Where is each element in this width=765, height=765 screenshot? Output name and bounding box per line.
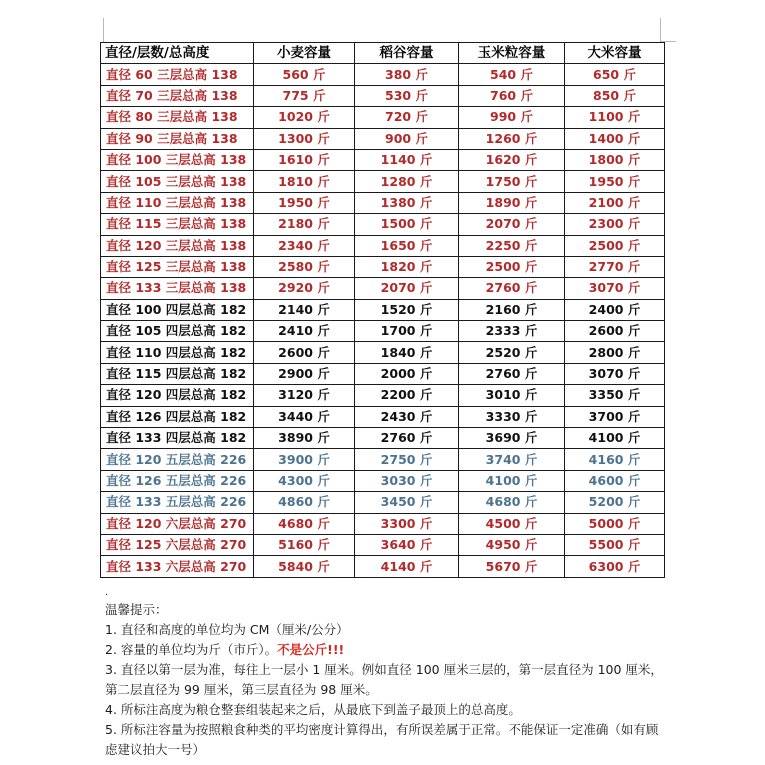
cell-rice-paddy: 2200 斤 — [355, 385, 459, 406]
cell-corn: 4500 斤 — [459, 513, 565, 534]
note-item-2-text: 2. 容量的单位均为斤（市斤）。 — [105, 642, 278, 657]
cell-corn: 1620 斤 — [459, 149, 565, 170]
cell-rice: 3700 斤 — [565, 406, 665, 427]
header-rice-paddy: 稻谷容量 — [355, 43, 459, 64]
cell-rice: 3070 斤 — [565, 363, 665, 384]
table-row — [101, 256, 665, 277]
cell-corn: 1750 斤 — [459, 171, 565, 192]
cell-rice-paddy: 1140 斤 — [355, 149, 459, 170]
cell-wheat: 1300 斤 — [254, 128, 355, 149]
cell-size: 直径 80 三层总高 138 — [101, 107, 254, 128]
cell-wheat: 2180 斤 — [254, 214, 355, 235]
cell-corn: 760 斤 — [459, 85, 565, 106]
cell-rice: 2600 斤 — [565, 321, 665, 342]
cell-corn: 2760 斤 — [459, 363, 565, 384]
cell-wheat: 2920 斤 — [254, 278, 355, 299]
cell-size: 直径 120 三层总高 138 — [101, 235, 254, 256]
cell-rice-paddy: 1520 斤 — [355, 299, 459, 320]
cell-rice: 5500 斤 — [565, 534, 665, 555]
cell-size: 直径 120 六层总高 270 — [101, 513, 254, 534]
cell-rice-paddy: 1380 斤 — [355, 192, 459, 213]
cell-rice: 3070 斤 — [565, 278, 665, 299]
cell-size: 直径 133 五层总高 226 — [101, 492, 254, 513]
cell-rice-paddy: 2000 斤 — [355, 363, 459, 384]
cell-size: 直径 126 四层总高 182 — [101, 406, 254, 427]
cell-rice-paddy: 900 斤 — [355, 128, 459, 149]
cell-rice: 2800 斤 — [565, 342, 665, 363]
cell-size: 直径 133 六层总高 270 — [101, 556, 254, 577]
cell-wheat: 2140 斤 — [254, 299, 355, 320]
cell-corn: 4100 斤 — [459, 470, 565, 491]
cell-corn: 540 斤 — [459, 64, 565, 85]
cell-rice-paddy: 530 斤 — [355, 85, 459, 106]
cell-rice-paddy: 2750 斤 — [355, 449, 459, 470]
cell-rice: 3350 斤 — [565, 385, 665, 406]
table-row — [101, 128, 665, 149]
notes-dot: . — [105, 587, 109, 598]
cell-rice-paddy: 1840 斤 — [355, 342, 459, 363]
cell-wheat: 3900 斤 — [254, 449, 355, 470]
table-row — [101, 214, 665, 235]
cell-wheat: 2580 斤 — [254, 256, 355, 277]
table-row — [101, 363, 665, 384]
cell-size: 直径 110 三层总高 138 — [101, 192, 254, 213]
table-header-row — [101, 43, 665, 64]
cell-wheat: 1020 斤 — [254, 107, 355, 128]
margin-corner-mark-left — [103, 18, 104, 42]
cell-rice-paddy: 3450 斤 — [355, 492, 459, 513]
notes-heading: 温馨提示： — [105, 602, 168, 617]
cell-size: 直径 126 五层总高 226 — [101, 470, 254, 491]
cell-corn: 3690 斤 — [459, 428, 565, 449]
table-row — [101, 321, 665, 342]
cell-rice-paddy: 2430 斤 — [355, 406, 459, 427]
cell-rice: 2300 斤 — [565, 214, 665, 235]
cell-wheat: 1810 斤 — [254, 171, 355, 192]
cell-rice: 2500 斤 — [565, 235, 665, 256]
cell-wheat: 2900 斤 — [254, 363, 355, 384]
cell-corn: 3010 斤 — [459, 385, 565, 406]
note-item-5: 5. 所标注容量为按照粮食种类的平均密度计算得出，有所误差属于正常。不能保证一定准确（如有顾虑建议拍大一号） — [105, 722, 659, 757]
cell-wheat: 5840 斤 — [254, 556, 355, 577]
cell-corn: 2160 斤 — [459, 299, 565, 320]
table-row — [101, 406, 665, 427]
table-row — [101, 428, 665, 449]
cell-corn: 2520 斤 — [459, 342, 565, 363]
cell-rice: 1100 斤 — [565, 107, 665, 128]
cell-rice-paddy: 2760 斤 — [355, 428, 459, 449]
cell-wheat: 1950 斤 — [254, 192, 355, 213]
cell-corn: 2500 斤 — [459, 256, 565, 277]
notes-section — [105, 588, 670, 760]
cell-wheat: 2410 斤 — [254, 321, 355, 342]
cell-wheat: 5160 斤 — [254, 534, 355, 555]
cell-wheat: 3440 斤 — [254, 406, 355, 427]
cell-corn: 3330 斤 — [459, 406, 565, 427]
table-row — [101, 85, 665, 106]
cell-wheat: 1610 斤 — [254, 149, 355, 170]
cell-rice-paddy: 1500 斤 — [355, 214, 459, 235]
cell-corn: 2070 斤 — [459, 214, 565, 235]
table-row — [101, 299, 665, 320]
header-size: 直径/层数/总高度 — [101, 43, 254, 64]
margin-corner-mark-right — [660, 18, 661, 42]
note-item-2 — [105, 640, 670, 660]
cell-corn: 3740 斤 — [459, 449, 565, 470]
table-row — [101, 449, 665, 470]
cell-corn: 5670 斤 — [459, 556, 565, 577]
cell-size: 直径 60 三层总高 138 — [101, 64, 254, 85]
cell-size: 直径 105 四层总高 182 — [101, 321, 254, 342]
cell-size: 直径 70 三层总高 138 — [101, 85, 254, 106]
cell-rice: 850 斤 — [565, 85, 665, 106]
cell-rice: 2400 斤 — [565, 299, 665, 320]
header-corn: 玉米粒容量 — [459, 43, 565, 64]
cell-rice: 5000 斤 — [565, 513, 665, 534]
cell-rice: 5200 斤 — [565, 492, 665, 513]
cell-rice: 4100 斤 — [565, 428, 665, 449]
cell-rice-paddy: 380 斤 — [355, 64, 459, 85]
cell-corn: 4950 斤 — [459, 534, 565, 555]
table-row — [101, 107, 665, 128]
cell-corn: 1260 斤 — [459, 128, 565, 149]
table-row — [101, 470, 665, 491]
cell-rice: 6300 斤 — [565, 556, 665, 577]
cell-rice: 650 斤 — [565, 64, 665, 85]
table-row — [101, 64, 665, 85]
cell-size: 直径 125 三层总高 138 — [101, 256, 254, 277]
cell-rice-paddy: 1820 斤 — [355, 256, 459, 277]
note-item-2-warning: 不是公斤!!! — [277, 642, 345, 657]
cell-size: 直径 105 三层总高 138 — [101, 171, 254, 192]
cell-rice: 4160 斤 — [565, 449, 665, 470]
cell-wheat: 775 斤 — [254, 85, 355, 106]
cell-size: 直径 120 五层总高 226 — [101, 449, 254, 470]
table-row — [101, 235, 665, 256]
cell-size: 直径 100 三层总高 138 — [101, 149, 254, 170]
cell-size: 直径 125 六层总高 270 — [101, 534, 254, 555]
table-row — [101, 171, 665, 192]
cell-wheat: 4300 斤 — [254, 470, 355, 491]
table-row — [101, 342, 665, 363]
cell-wheat: 4680 斤 — [254, 513, 355, 534]
header-wheat: 小麦容量 — [254, 43, 355, 64]
cell-size: 直径 100 四层总高 182 — [101, 299, 254, 320]
table-row — [101, 556, 665, 577]
table-row — [101, 278, 665, 299]
cell-wheat: 2340 斤 — [254, 235, 355, 256]
cell-rice-paddy: 1280 斤 — [355, 171, 459, 192]
cell-rice-paddy: 3640 斤 — [355, 534, 459, 555]
cell-size: 直径 115 四层总高 182 — [101, 363, 254, 384]
cell-rice-paddy: 720 斤 — [355, 107, 459, 128]
cell-size: 直径 133 四层总高 182 — [101, 428, 254, 449]
table-row — [101, 192, 665, 213]
cell-corn: 2250 斤 — [459, 235, 565, 256]
cell-corn: 4680 斤 — [459, 492, 565, 513]
cell-rice-paddy: 3030 斤 — [355, 470, 459, 491]
table-row — [101, 385, 665, 406]
cell-size: 直径 133 三层总高 138 — [101, 278, 254, 299]
table-row — [101, 492, 665, 513]
note-item-3: 3. 直径以第一层为准，每往上一层小 1 厘米。例如直径 100 厘米三层的，第一层直径为 100 厘米，第二层直径为 99 厘米，第三层直径为 98 厘米。 — [105, 662, 663, 697]
cell-wheat: 4860 斤 — [254, 492, 355, 513]
table-row — [101, 513, 665, 534]
cell-rice: 1800 斤 — [565, 149, 665, 170]
cell-corn: 1890 斤 — [459, 192, 565, 213]
cell-rice: 4600 斤 — [565, 470, 665, 491]
cell-rice-paddy: 4140 斤 — [355, 556, 459, 577]
note-item-4: 4. 所标注高度为粮仓整套组装起来之后，从最底下到盖子最顶上的总高度。 — [105, 702, 521, 717]
cell-wheat: 2600 斤 — [254, 342, 355, 363]
cell-corn: 2760 斤 — [459, 278, 565, 299]
cell-rice: 1950 斤 — [565, 171, 665, 192]
cell-rice-paddy: 2070 斤 — [355, 278, 459, 299]
cell-size: 直径 115 三层总高 138 — [101, 214, 254, 235]
header-rice: 大米容量 — [565, 43, 665, 64]
cell-wheat: 560 斤 — [254, 64, 355, 85]
cell-rice-paddy: 1650 斤 — [355, 235, 459, 256]
table-row — [101, 534, 665, 555]
table-body — [101, 64, 665, 577]
cell-rice-paddy: 1700 斤 — [355, 321, 459, 342]
cell-corn: 2333 斤 — [459, 321, 565, 342]
cell-rice-paddy: 3300 斤 — [355, 513, 459, 534]
cell-size: 直径 110 四层总高 182 — [101, 342, 254, 363]
note-item-1: 1. 直径和高度的单位均为 CM（厘米/公分） — [105, 622, 349, 637]
cell-size: 直径 90 三层总高 138 — [101, 128, 254, 149]
cell-rice: 1400 斤 — [565, 128, 665, 149]
cell-wheat: 3120 斤 — [254, 385, 355, 406]
cell-corn: 990 斤 — [459, 107, 565, 128]
cell-rice: 2770 斤 — [565, 256, 665, 277]
cell-wheat: 3890 斤 — [254, 428, 355, 449]
table-row — [101, 149, 665, 170]
capacity-table — [100, 42, 665, 578]
cell-size: 直径 120 四层总高 182 — [101, 385, 254, 406]
cell-rice: 2100 斤 — [565, 192, 665, 213]
